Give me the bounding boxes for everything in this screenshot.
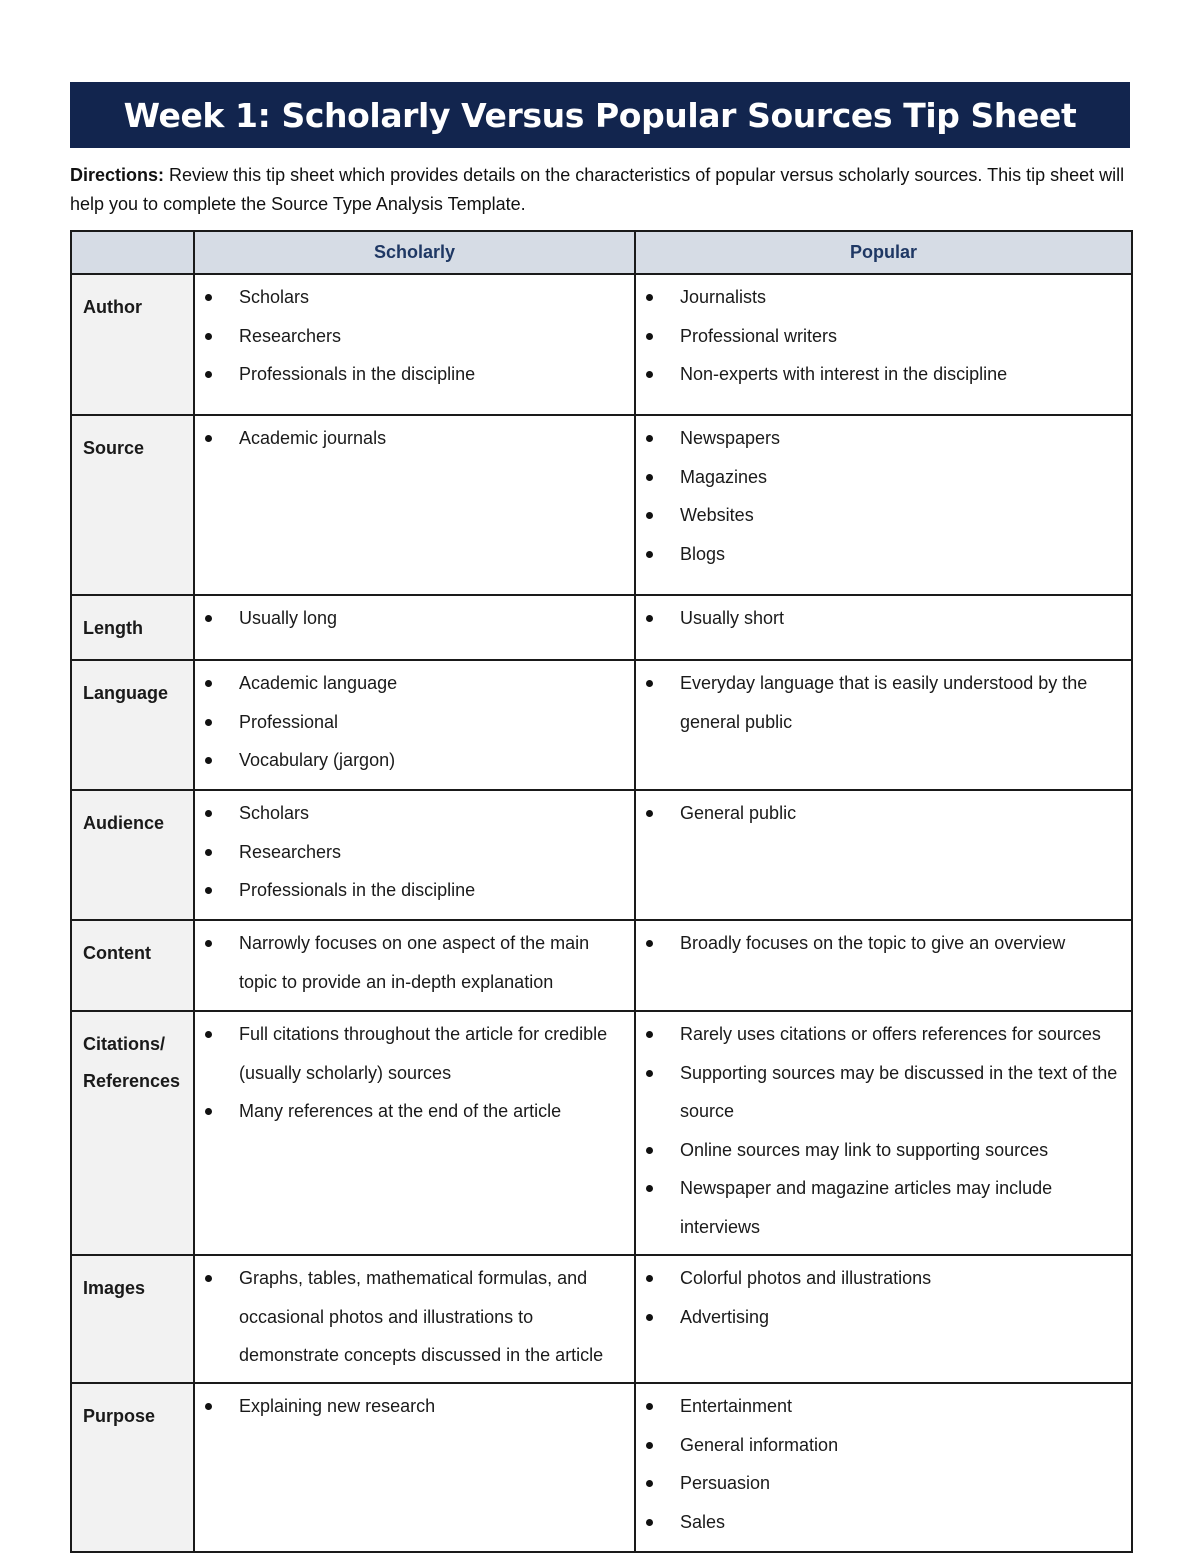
table-row xyxy=(71,274,1132,415)
list-item: Usually short xyxy=(636,599,1125,638)
popular-cell xyxy=(635,1383,1132,1552)
list-item: Professionals in the discipline xyxy=(195,871,628,910)
scholarly-cell xyxy=(194,595,635,660)
row-label-audience: Audience xyxy=(71,790,194,920)
list-item: General information xyxy=(636,1426,1125,1465)
list-item: Narrowly focuses on one aspect of the main topic to provide an in-depth explanation xyxy=(195,924,628,1001)
list-item: Newspapers xyxy=(636,419,1125,458)
list-item: Newspaper and magazine articles may include interviews xyxy=(636,1169,1125,1246)
list-item: Non-experts with interest in the discipline xyxy=(636,355,1125,394)
row-label-length: Length xyxy=(71,595,194,660)
list-item: Graphs, tables, mathematical formulas, and occasional photos and illustrations to demonstrate concepts discussed in the article xyxy=(195,1259,628,1375)
popular-cell xyxy=(635,415,1132,595)
list-item: Vocabulary (jargon) xyxy=(195,741,628,780)
list-item: Journalists xyxy=(636,278,1125,317)
list-item: Broadly focuses on the topic to give an overview xyxy=(636,924,1125,963)
list-item: Scholars xyxy=(195,794,628,833)
row-label-citations: Citations/ References xyxy=(71,1011,194,1255)
table-row xyxy=(71,1255,1132,1383)
row-label-purpose: Purpose xyxy=(71,1383,194,1552)
scholarly-cell xyxy=(194,1255,635,1383)
list-item: Academic language xyxy=(195,664,628,703)
header-popular: Popular xyxy=(635,231,1132,274)
list-item: Rarely uses citations or offers references for sources xyxy=(636,1015,1125,1054)
list-item: Magazines xyxy=(636,458,1125,497)
list-item: Colorful photos and illustrations xyxy=(636,1259,1125,1298)
row-label-author: Author xyxy=(71,274,194,415)
list-item: Blogs xyxy=(636,535,1125,574)
table-row xyxy=(71,660,1132,790)
row-label-source: Source xyxy=(71,415,194,595)
popular-cell xyxy=(635,920,1132,1011)
directions-label: Directions: xyxy=(70,165,165,185)
list-item: Explaining new research xyxy=(195,1387,628,1426)
page-title: Week 1: Scholarly Versus Popular Sources Tip Sheet xyxy=(70,82,1130,148)
list-item: Professional xyxy=(195,703,628,742)
header-scholarly: Scholarly xyxy=(194,231,635,274)
row-label-language: Language xyxy=(71,660,194,790)
list-item: Scholars xyxy=(195,278,628,317)
table-row xyxy=(71,1011,1132,1255)
list-item: Websites xyxy=(636,496,1125,535)
popular-cell xyxy=(635,790,1132,920)
directions-text: Review this tip sheet which provides details on the characteristics of popular versus scholarly sources. This tip sheet will help you to complete the Source Type Analysis Template. xyxy=(70,165,1125,214)
list-item: Persuasion xyxy=(636,1464,1125,1503)
table-row xyxy=(71,920,1132,1011)
table-row xyxy=(71,1383,1132,1552)
header-empty-cell xyxy=(71,231,194,274)
comparison-table xyxy=(70,230,1133,1553)
scholarly-cell xyxy=(194,274,635,415)
list-item: Everyday language that is easily understood by the general public xyxy=(636,664,1125,741)
list-item: Researchers xyxy=(195,317,628,356)
list-item: Advertising xyxy=(636,1298,1125,1337)
row-label-content: Content xyxy=(71,920,194,1011)
list-item: Online sources may link to supporting sources xyxy=(636,1131,1125,1170)
scholarly-cell xyxy=(194,790,635,920)
list-item: Supporting sources may be discussed in the text of the source xyxy=(636,1054,1125,1131)
list-item: Many references at the end of the article xyxy=(195,1092,628,1131)
directions-paragraph xyxy=(70,161,1130,219)
scholarly-cell xyxy=(194,415,635,595)
list-item: Full citations throughout the article for credible (usually scholarly) sources xyxy=(195,1015,628,1092)
list-item: Academic journals xyxy=(195,419,628,458)
table-row xyxy=(71,790,1132,920)
scholarly-cell xyxy=(194,920,635,1011)
list-item: Researchers xyxy=(195,833,628,872)
list-item: Usually long xyxy=(195,599,628,638)
table-row xyxy=(71,415,1132,595)
list-item: Professional writers xyxy=(636,317,1125,356)
row-label-images: Images xyxy=(71,1255,194,1383)
list-item: General public xyxy=(636,794,1125,833)
list-item: Sales xyxy=(636,1503,1125,1542)
scholarly-cell xyxy=(194,660,635,790)
popular-cell xyxy=(635,1011,1132,1255)
popular-cell xyxy=(635,274,1132,415)
table-row xyxy=(71,595,1132,660)
scholarly-cell xyxy=(194,1011,635,1255)
popular-cell xyxy=(635,595,1132,660)
scholarly-cell xyxy=(194,1383,635,1552)
popular-cell xyxy=(635,660,1132,790)
list-item: Professionals in the discipline xyxy=(195,355,628,394)
popular-cell xyxy=(635,1255,1132,1383)
table-header-row xyxy=(71,231,1132,274)
list-item: Entertainment xyxy=(636,1387,1125,1426)
